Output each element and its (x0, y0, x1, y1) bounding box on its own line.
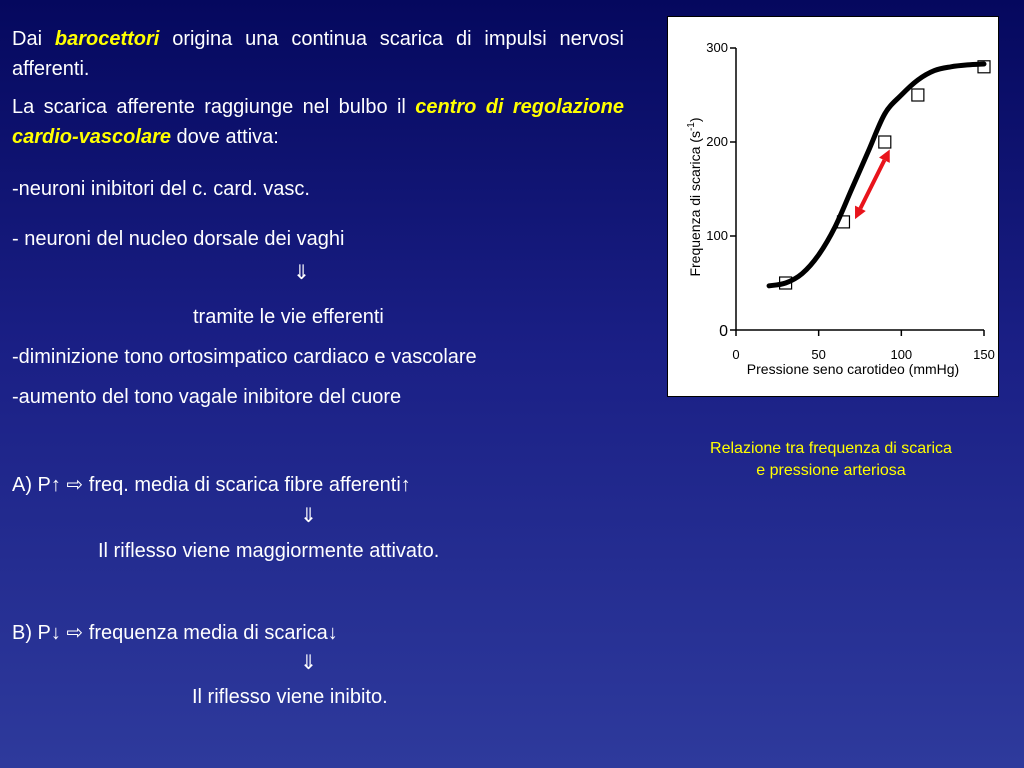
y-tick-label: 100 (706, 228, 728, 243)
x-tick-label: 50 (811, 347, 826, 362)
x-axis-label: Pressione seno carotideo (mmHg) (746, 361, 960, 377)
paragraph-centro: La scarica afferente raggiunge nel bulbo il centro di regolazione cardio-vascolare dove attiva: (12, 96, 624, 148)
chart-caption (672, 438, 990, 482)
case-a-result: Il riflesso viene maggiormente attivato. (98, 540, 440, 562)
arrow-down-3: ⇓ (300, 652, 317, 674)
y-tick-label: 200 (706, 134, 728, 149)
y-tick-label: 0 (719, 323, 728, 340)
x-tick-label: 0 (732, 347, 740, 362)
paragraph-barocettori: Dai barocettori origina una continua scarica di impulsi nervosi afferenti. (12, 28, 624, 80)
data-point (879, 136, 891, 148)
y-axis-label: Frequenza di scarica $(s^{-1})$ (686, 117, 703, 277)
chart-panel (667, 16, 999, 397)
line-diminizione: -diminizione tono ortosimpatico cardiaco e vascolare (12, 346, 477, 368)
arrow-down-2: ⇓ (300, 505, 317, 527)
case-b-line: B) P↓ ⇨ frequenza media di scarica↓ (12, 622, 338, 644)
highlight-barocettori: barocettori (54, 28, 160, 50)
x-tick-label: 100 (890, 347, 913, 362)
red-arrow-shaft (860, 160, 884, 208)
line-aumento: -aumento del tono vagale inibitore del cuore (12, 386, 402, 408)
chart-svg (668, 17, 1000, 398)
arrow-down-1: ⇓ (293, 262, 310, 284)
highlight-centro: centro di regolazione cardio-vascolare (12, 96, 624, 148)
caption-line-1: Relazione tra frequenza di scarica (710, 440, 952, 457)
line-vie-efferenti: tramite le vie efferenti (193, 306, 384, 328)
data-point (912, 89, 924, 101)
case-b-result: Il riflesso viene inibito. (192, 686, 388, 708)
x-tick-label: 150 (973, 347, 995, 362)
slide-text (12, 24, 624, 160)
line-neuroni-nucleo: - neuroni del nucleo dorsale dei vaghi (12, 228, 345, 250)
y-tick-label: 300 (706, 40, 728, 55)
line-neuroni-inibitori: -neuroni inibitori del c. card. vasc. (12, 178, 310, 200)
case-a-line: A) P↑ ⇨ freq. media di scarica fibre afferenti↑ (12, 474, 411, 496)
caption-line-2: e pressione arteriosa (756, 462, 906, 479)
